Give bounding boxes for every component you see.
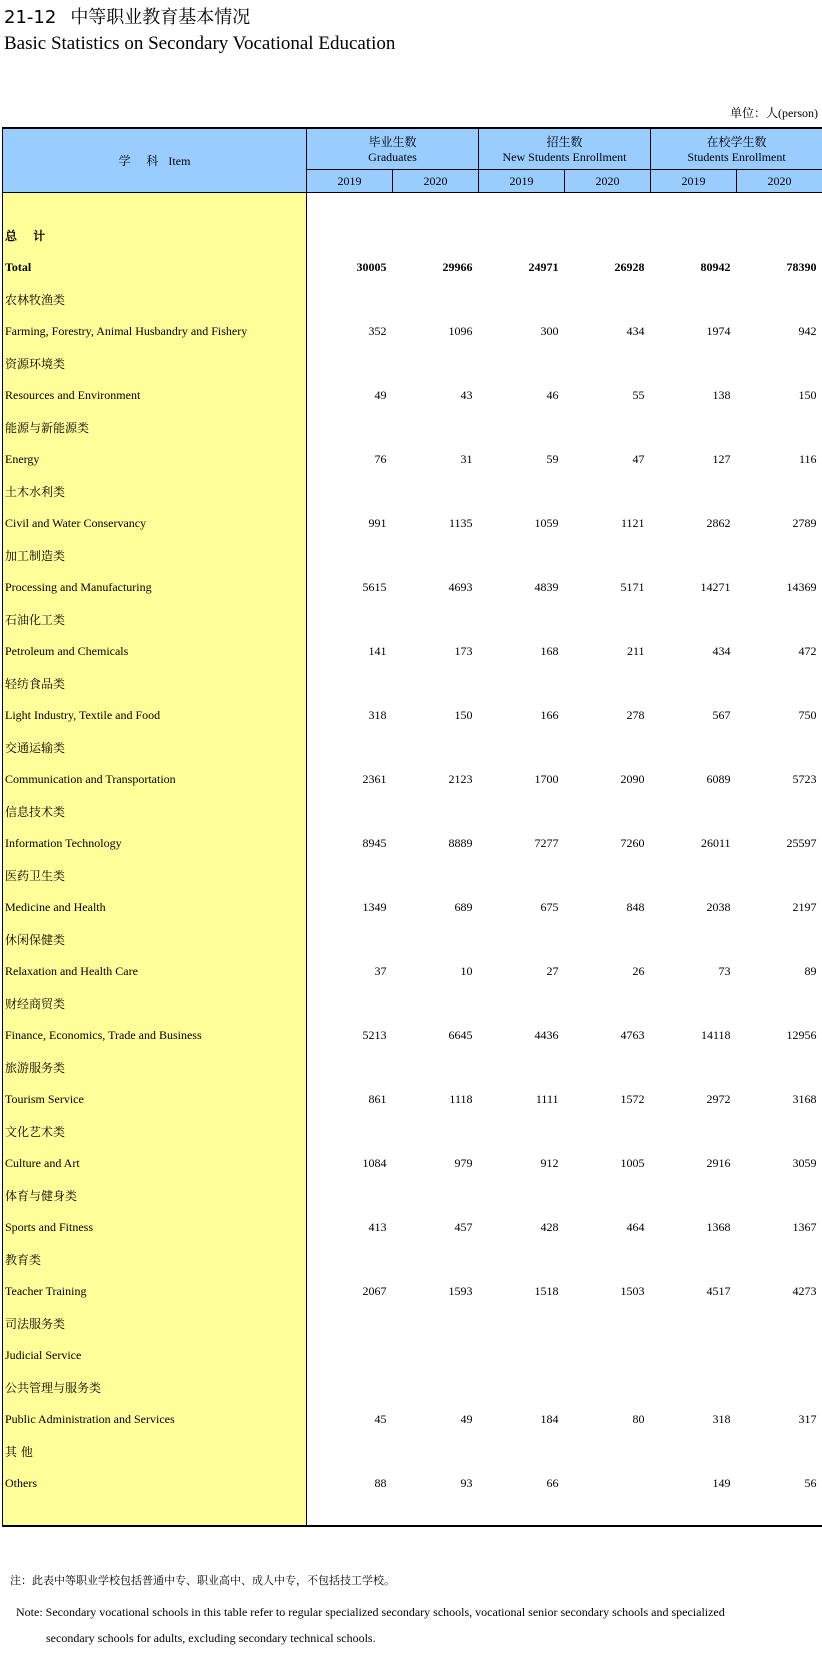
cell-value: 1368	[706, 1219, 731, 1234]
cell-value: 457	[454, 1219, 473, 1234]
category-label-en: Finance, Economics, Trade and Business	[5, 1027, 202, 1042]
item-column-header	[3, 128, 307, 193]
cell-value: 352	[368, 323, 387, 338]
group-header-en: Graduates	[368, 149, 417, 164]
cell-value: 6645	[448, 1027, 473, 1042]
total-value: 30005	[356, 259, 387, 274]
cell-value: 278	[626, 707, 645, 722]
cell-value: 14271	[700, 579, 731, 594]
category-label-cn: 旅游服务类	[5, 1060, 66, 1075]
cell-value: 1700	[534, 771, 559, 786]
category-label-en: Culture and Art	[5, 1155, 80, 1170]
cell-value: 150	[454, 707, 473, 722]
cell-value: 4763	[620, 1027, 645, 1042]
cell-value: 89	[804, 963, 817, 978]
category-row-en	[3, 699, 822, 731]
cell-value: 66	[546, 1475, 559, 1490]
cell-value: 2789	[792, 515, 817, 530]
cell-value: 1096	[448, 323, 473, 338]
category-label-en: Others	[5, 1475, 37, 1490]
category-row-cn	[3, 1115, 822, 1147]
category-label-en: Judicial Service	[5, 1347, 82, 1362]
category-label-cn: 加工制造类	[5, 548, 66, 563]
item-header-en: Item	[168, 154, 191, 168]
cell-value	[307, 1339, 393, 1371]
cell-value: 47	[632, 451, 645, 466]
title-cn-text: 中等职业教育基本情况	[70, 7, 251, 28]
category-label-en: Energy	[5, 451, 40, 466]
cell-value: 1059	[534, 515, 559, 530]
cell-value: 166	[540, 707, 559, 722]
year-header: 2019	[479, 170, 565, 193]
total-value: 26928	[614, 259, 645, 274]
cell-value: 2916	[706, 1155, 731, 1170]
cell-value: 675	[540, 899, 559, 914]
cell-value: 1518	[534, 1283, 559, 1298]
cell-value: 2972	[706, 1091, 731, 1106]
cell-value	[479, 1339, 565, 1371]
cell-value: 184	[540, 1411, 559, 1426]
note-en-line1: Note: Secondary vocational schools in this table refer to regular specialized secondary schools, vocational senior secondary schools and specialized	[16, 1605, 725, 1619]
category-row-en	[3, 763, 822, 795]
cell-value: 689	[454, 899, 473, 914]
category-label-cn: 能源与新能源类	[5, 420, 90, 435]
cell-value: 912	[540, 1155, 559, 1170]
category-row-cn	[3, 603, 822, 635]
category-label-cn: 资源环境类	[5, 356, 66, 371]
cell-value: 2862	[706, 515, 731, 530]
category-row-cn	[3, 1179, 822, 1211]
cell-value: 300	[540, 323, 559, 338]
category-label-en: Resources and Environment	[5, 387, 141, 402]
cell-value: 434	[712, 643, 731, 658]
cell-value: 317	[798, 1411, 817, 1426]
cell-value: 991	[368, 515, 387, 530]
category-label-en: Light Industry, Textile and Food	[5, 707, 161, 722]
category-label-en: Medicine and Health	[5, 899, 106, 914]
category-label-cn: 信息技术类	[5, 804, 66, 819]
cell-value: 4839	[534, 579, 559, 594]
year-header: 2019	[651, 170, 737, 193]
table-body	[3, 193, 822, 1527]
category-row-en	[3, 827, 822, 859]
category-label-cn: 土木水利类	[5, 484, 66, 499]
cell-value: 428	[540, 1219, 559, 1234]
category-label-en: Civil and Water Conservancy	[5, 515, 147, 530]
cell-value: 211	[626, 643, 645, 658]
category-label-cn: 轻纺食品类	[5, 676, 66, 691]
year-header: 2020	[737, 170, 822, 193]
header-row-groups	[3, 128, 822, 170]
item-header-cn: 学 科	[118, 154, 165, 168]
cell-value	[393, 1339, 479, 1371]
group-header-en: Students Enrollment	[687, 149, 786, 164]
category-row-cn	[3, 411, 822, 443]
cell-value: 2123	[448, 771, 473, 786]
category-row-cn	[3, 1243, 822, 1275]
group-header-cn: 在校学生数	[706, 134, 767, 149]
cell-value	[737, 1339, 822, 1371]
total-value: 24971	[528, 259, 559, 274]
category-label-cn: 司法服务类	[5, 1316, 66, 1331]
group-header-new-students	[479, 128, 651, 170]
cell-value: 168	[540, 643, 559, 658]
category-row-cn	[3, 1307, 822, 1339]
cell-value: 318	[712, 1411, 731, 1426]
category-row-en	[3, 1211, 822, 1243]
cell-value: 49	[460, 1411, 473, 1426]
cell-value: 4436	[534, 1027, 559, 1042]
cell-value: 25597	[786, 835, 817, 850]
year-header: 2020	[393, 170, 479, 193]
category-label-cn: 财经商贸类	[5, 996, 66, 1011]
cell-value: 1572	[620, 1091, 645, 1106]
cell-value: 26	[632, 963, 645, 978]
category-row-cn	[3, 859, 822, 891]
cell-value: 141	[368, 643, 387, 658]
total-en-row	[3, 251, 822, 283]
cell-value: 37	[374, 963, 387, 978]
cell-value: 7260	[620, 835, 645, 850]
cell-value: 5171	[620, 579, 645, 594]
category-row-en	[3, 1403, 822, 1435]
cell-value: 2067	[362, 1283, 387, 1298]
category-row-en	[3, 1467, 822, 1499]
category-label-en: Tourism Service	[5, 1091, 84, 1106]
cell-value: 93	[460, 1475, 473, 1490]
cell-value: 76	[374, 451, 387, 466]
total-label-cn: 总 计	[5, 228, 52, 243]
cell-value: 1111	[535, 1091, 559, 1106]
category-row-cn	[3, 667, 822, 699]
total-label-en: Total	[5, 259, 32, 274]
cell-value: 26011	[700, 835, 731, 850]
cell-value: 848	[626, 899, 645, 914]
group-header-cn: 招生数	[546, 134, 583, 149]
category-row-en	[3, 635, 822, 667]
category-label-cn: 体育与健身类	[5, 1188, 78, 1203]
category-row-cn	[3, 731, 822, 763]
cell-value: 8945	[362, 835, 387, 850]
cell-value: 80	[632, 1411, 645, 1426]
note-en-line2: secondary schools for adults, excluding secondary technical schools.	[46, 1631, 376, 1645]
category-row-en	[3, 507, 822, 539]
total-value: 29966	[442, 259, 473, 274]
statistics-table	[2, 127, 822, 1527]
category-label-en: Public Administration and Services	[5, 1411, 175, 1426]
category-row-cn	[3, 283, 822, 315]
cell-value: 14118	[700, 1027, 731, 1042]
cell-value: 43	[460, 387, 473, 402]
cell-value: 3168	[792, 1091, 817, 1106]
cell-value: 4273	[792, 1283, 817, 1298]
cell-value: 1349	[362, 899, 387, 914]
category-label-en: Sports and Fitness	[5, 1219, 94, 1234]
unit-cn: 单位：人	[730, 106, 779, 120]
category-label-en: Relaxation and Health Care	[5, 963, 138, 978]
cell-value: 7277	[534, 835, 559, 850]
cell-value: 56	[804, 1475, 817, 1490]
cell-value: 3059	[792, 1155, 817, 1170]
cell-value: 49	[374, 387, 387, 402]
cell-value: 150	[798, 387, 817, 402]
cell-value: 1974	[706, 323, 731, 338]
cell-value: 8889	[448, 835, 473, 850]
cell-value: 2197	[792, 899, 817, 914]
cell-value: 55	[632, 387, 645, 402]
cell-value: 472	[798, 643, 817, 658]
category-label-cn: 其 他	[5, 1444, 33, 1459]
category-row-en	[3, 1019, 822, 1051]
cell-value	[565, 1339, 651, 1371]
cell-value: 1367	[792, 1219, 817, 1234]
unit-label	[730, 104, 818, 121]
cell-value: 46	[546, 387, 559, 402]
cell-value: 27	[546, 963, 559, 978]
cell-value: 31	[460, 451, 473, 466]
cell-value: 45	[374, 1411, 387, 1426]
category-label-en: Communication and Transportation	[5, 771, 176, 786]
cell-value: 4517	[706, 1283, 731, 1298]
cell-value: 942	[798, 323, 817, 338]
cell-value: 59	[546, 451, 559, 466]
category-label-cn: 文化艺术类	[5, 1124, 66, 1139]
top-spacer-row	[3, 193, 822, 220]
cell-value	[565, 1467, 651, 1499]
cell-value: 138	[712, 387, 731, 402]
cell-value: 4693	[448, 579, 473, 594]
cell-value: 10	[460, 963, 473, 978]
title-block	[4, 6, 395, 56]
cell-value: 1121	[620, 515, 645, 530]
cell-value: 149	[712, 1475, 731, 1490]
category-row-cn	[3, 987, 822, 1019]
table-number: 21-12	[4, 7, 57, 28]
cell-value: 318	[368, 707, 387, 722]
unit-en: (person)	[778, 106, 818, 120]
year-header: 2019	[307, 170, 393, 193]
page-title-en: Basic Statistics on Secondary Vocational Education	[4, 33, 396, 54]
cell-value: 1503	[620, 1283, 645, 1298]
category-row-cn	[3, 539, 822, 571]
cell-value: 127	[712, 451, 731, 466]
cell-value: 1593	[448, 1283, 473, 1298]
category-label-en: Processing and Manufacturing	[5, 579, 152, 594]
category-row-en	[3, 955, 822, 987]
group-header-cn: 毕业生数	[368, 134, 417, 149]
page-title-cn	[4, 6, 395, 30]
category-label-cn: 公共管理与服务类	[5, 1380, 102, 1395]
category-label-cn: 教育类	[5, 1252, 42, 1267]
category-row-en	[3, 891, 822, 923]
category-row-en	[3, 571, 822, 603]
group-header-students-enrollment	[651, 128, 822, 170]
category-label-cn: 交通运输类	[5, 740, 66, 755]
category-row-cn	[3, 1051, 822, 1083]
cell-value: 73	[718, 963, 731, 978]
cell-value: 5723	[792, 771, 817, 786]
category-row-en	[3, 379, 822, 411]
category-label-en: Teacher Training	[5, 1283, 87, 1298]
cell-value: 1005	[620, 1155, 645, 1170]
cell-value: 2361	[362, 771, 387, 786]
cell-value: 5615	[362, 579, 387, 594]
category-row-en	[3, 1275, 822, 1307]
cell-value: 464	[626, 1219, 645, 1234]
cell-value: 979	[454, 1155, 473, 1170]
category-label-cn: 石油化工类	[5, 612, 66, 627]
note-cn: 注：此表中等职业学校包括普通中专、职业高中、成人中专，不包括技工学校。	[10, 1574, 395, 1587]
cell-value: 88	[374, 1475, 387, 1490]
cell-value: 567	[712, 707, 731, 722]
cell-value: 5213	[362, 1027, 387, 1042]
cell-value: 173	[454, 643, 473, 658]
category-label-cn: 医药卫生类	[5, 868, 66, 883]
category-label-en: Petroleum and Chemicals	[5, 643, 129, 658]
category-row-en	[3, 1339, 822, 1371]
bottom-spacer-row	[3, 1499, 822, 1526]
category-row-cn	[3, 347, 822, 379]
category-row-en	[3, 1147, 822, 1179]
note-en	[10, 1599, 810, 1651]
category-row-cn	[3, 475, 822, 507]
category-row-cn	[3, 1371, 822, 1403]
category-label-cn: 农林牧渔类	[5, 292, 66, 307]
group-header-en: New Students Enrollment	[502, 149, 627, 164]
cell-value: 1135	[448, 515, 473, 530]
total-value: 80942	[700, 259, 731, 274]
cell-value: 6089	[706, 771, 731, 786]
cell-value: 1118	[449, 1091, 473, 1106]
category-label-cn: 休闲保健类	[5, 932, 66, 947]
total-value: 78390	[786, 259, 817, 274]
cell-value: 434	[626, 323, 645, 338]
cell-value: 2090	[620, 771, 645, 786]
category-row-cn	[3, 1435, 822, 1467]
cell-value: 413	[368, 1219, 387, 1234]
category-row-en	[3, 315, 822, 347]
category-row-en	[3, 1083, 822, 1115]
cell-value: 750	[798, 707, 817, 722]
year-header: 2020	[565, 170, 651, 193]
cell-value: 2038	[706, 899, 731, 914]
cell-value: 861	[368, 1091, 387, 1106]
cell-value: 116	[798, 451, 817, 466]
cell-value	[651, 1339, 737, 1371]
group-header-graduates	[307, 128, 479, 170]
category-row-en	[3, 443, 822, 475]
category-row-cn	[3, 795, 822, 827]
table-header	[3, 128, 822, 193]
cell-value: 12956	[786, 1027, 817, 1042]
category-label-en: Information Technology	[5, 835, 122, 850]
cell-value: 14369	[786, 579, 817, 594]
category-row-cn	[3, 923, 822, 955]
cell-value: 1084	[362, 1155, 387, 1170]
notes	[10, 1573, 810, 1651]
total-cn-row	[3, 219, 822, 251]
category-label-en: Farming, Forestry, Animal Husbandry and Fishery	[5, 323, 248, 338]
